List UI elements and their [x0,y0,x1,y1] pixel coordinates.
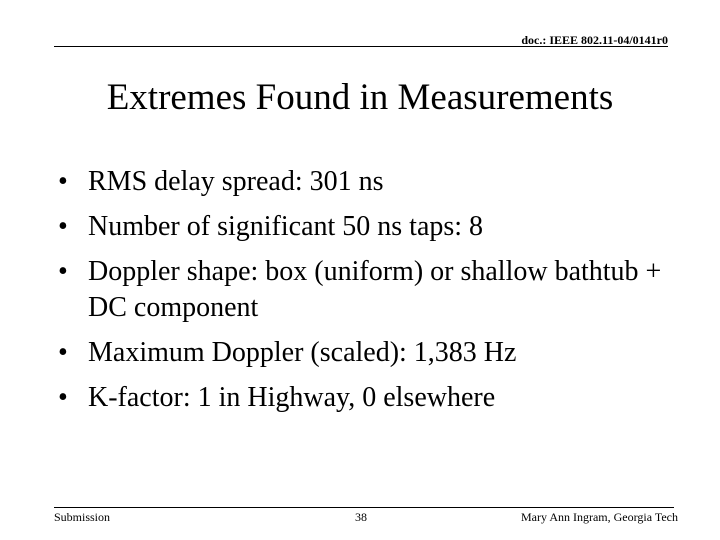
bullet-item [58,380,678,416]
bullet-list [58,164,678,425]
bullet-item [58,209,678,245]
bullet-text: Number of significant 50 ns taps: 8 [88,211,484,242]
header-divider [54,46,668,47]
footer-submission: Submission [54,510,111,524]
bullet-text: RMS delay spread: 301 ns [88,166,384,197]
document-id: doc.: IEEE 802.11-04/0141r0 [521,33,668,47]
bullet-text: Doppler shape: box (uniform) or shallow bathtub + DC component [88,256,662,323]
bullet-icon: • [58,211,68,242]
slide-title: Extremes Found in Measurements [106,77,614,118]
bullet-item [58,164,678,200]
bullet-icon: • [58,382,68,413]
bullet-text: K-factor: 1 in Highway, 0 elsewhere [88,382,496,413]
bullet-icon: • [58,166,68,197]
footer-author: Mary Ann Ingram, Georgia Tech [520,510,678,524]
page-number: 38 [355,510,367,524]
footer-divider [54,507,674,508]
bullet-icon: • [58,256,68,287]
bullet-item [58,254,678,326]
bullet-icon: • [58,337,68,368]
bullet-item [58,335,678,371]
bullet-text: Maximum Doppler (scaled): 1,383 Hz [88,337,517,368]
